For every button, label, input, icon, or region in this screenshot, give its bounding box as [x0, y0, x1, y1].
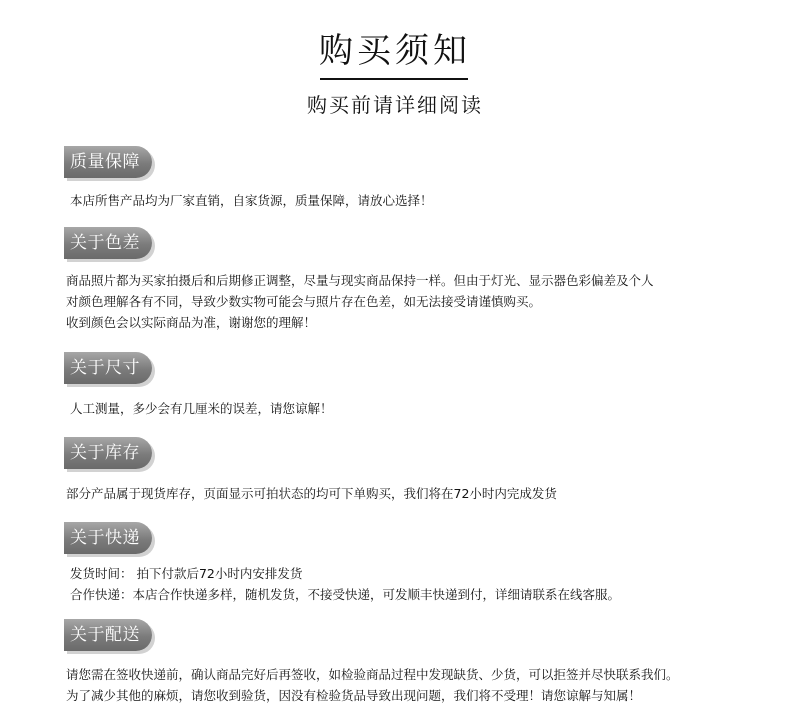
section-title: 关于色差: [70, 233, 140, 253]
section-title: 关于配送: [70, 625, 140, 645]
section-text-line: 合作快递：本店合作快递多样，随机发货，不接受快递，可发顺丰快递到付，详细请联系在线客服。: [70, 587, 621, 602]
section-title: 关于尺寸: [70, 358, 140, 378]
section-title: 关于快递: [70, 528, 140, 548]
section-tab: [64, 522, 152, 554]
section-text-line: 请您需在签收快递前，确认商品完好后再签收，如检验商品过程中发现缺货、少货，可以拒签并尽快联系我们。: [66, 667, 679, 682]
section-tab: [64, 146, 152, 178]
section-text-line: 商品照片都为买家拍摄后和后期修正调整，尽量与现实商品保持一样。但由于灯光、显示器色彩偏差及个人: [66, 273, 654, 288]
title-underline: [320, 78, 468, 80]
section-text-line: 人工测量，多少会有几厘米的误差，请您谅解！: [70, 401, 333, 416]
page-subtitle: 购买前请详细阅读: [307, 93, 483, 117]
section-text-line: 发货时间： 拍下付款后72小时内安排发货: [70, 566, 303, 581]
section-tab: [64, 619, 152, 651]
section-text-line: 对颜色理解各有不同，导致少数实物可能会与照片存在色差，如无法接受请谨慎购买。: [66, 294, 542, 309]
section-tab: [64, 352, 152, 384]
section-title: 关于库存: [70, 443, 140, 463]
section-tab: [64, 437, 152, 469]
section-text-line: 为了减少其他的麻烦，请您收到验货，因没有检验货品导致出现问题，我们将不受理！请您谅解与知属！: [66, 688, 642, 703]
section-text-line: 收到颜色会以实际商品为准，谢谢您的理解！: [66, 315, 317, 330]
section-title: 质量保障: [70, 152, 140, 172]
section-tab: [64, 227, 152, 259]
section-text-line: 部分产品属于现货库存，页面显示可拍状态的均可下单购买，我们将在72小时内完成发货: [66, 486, 557, 501]
page-title: 购买须知: [319, 31, 471, 71]
section-text-line: 本店所售产品均为厂家直销，自家货源，质量保障，请放心选择！: [70, 193, 433, 208]
